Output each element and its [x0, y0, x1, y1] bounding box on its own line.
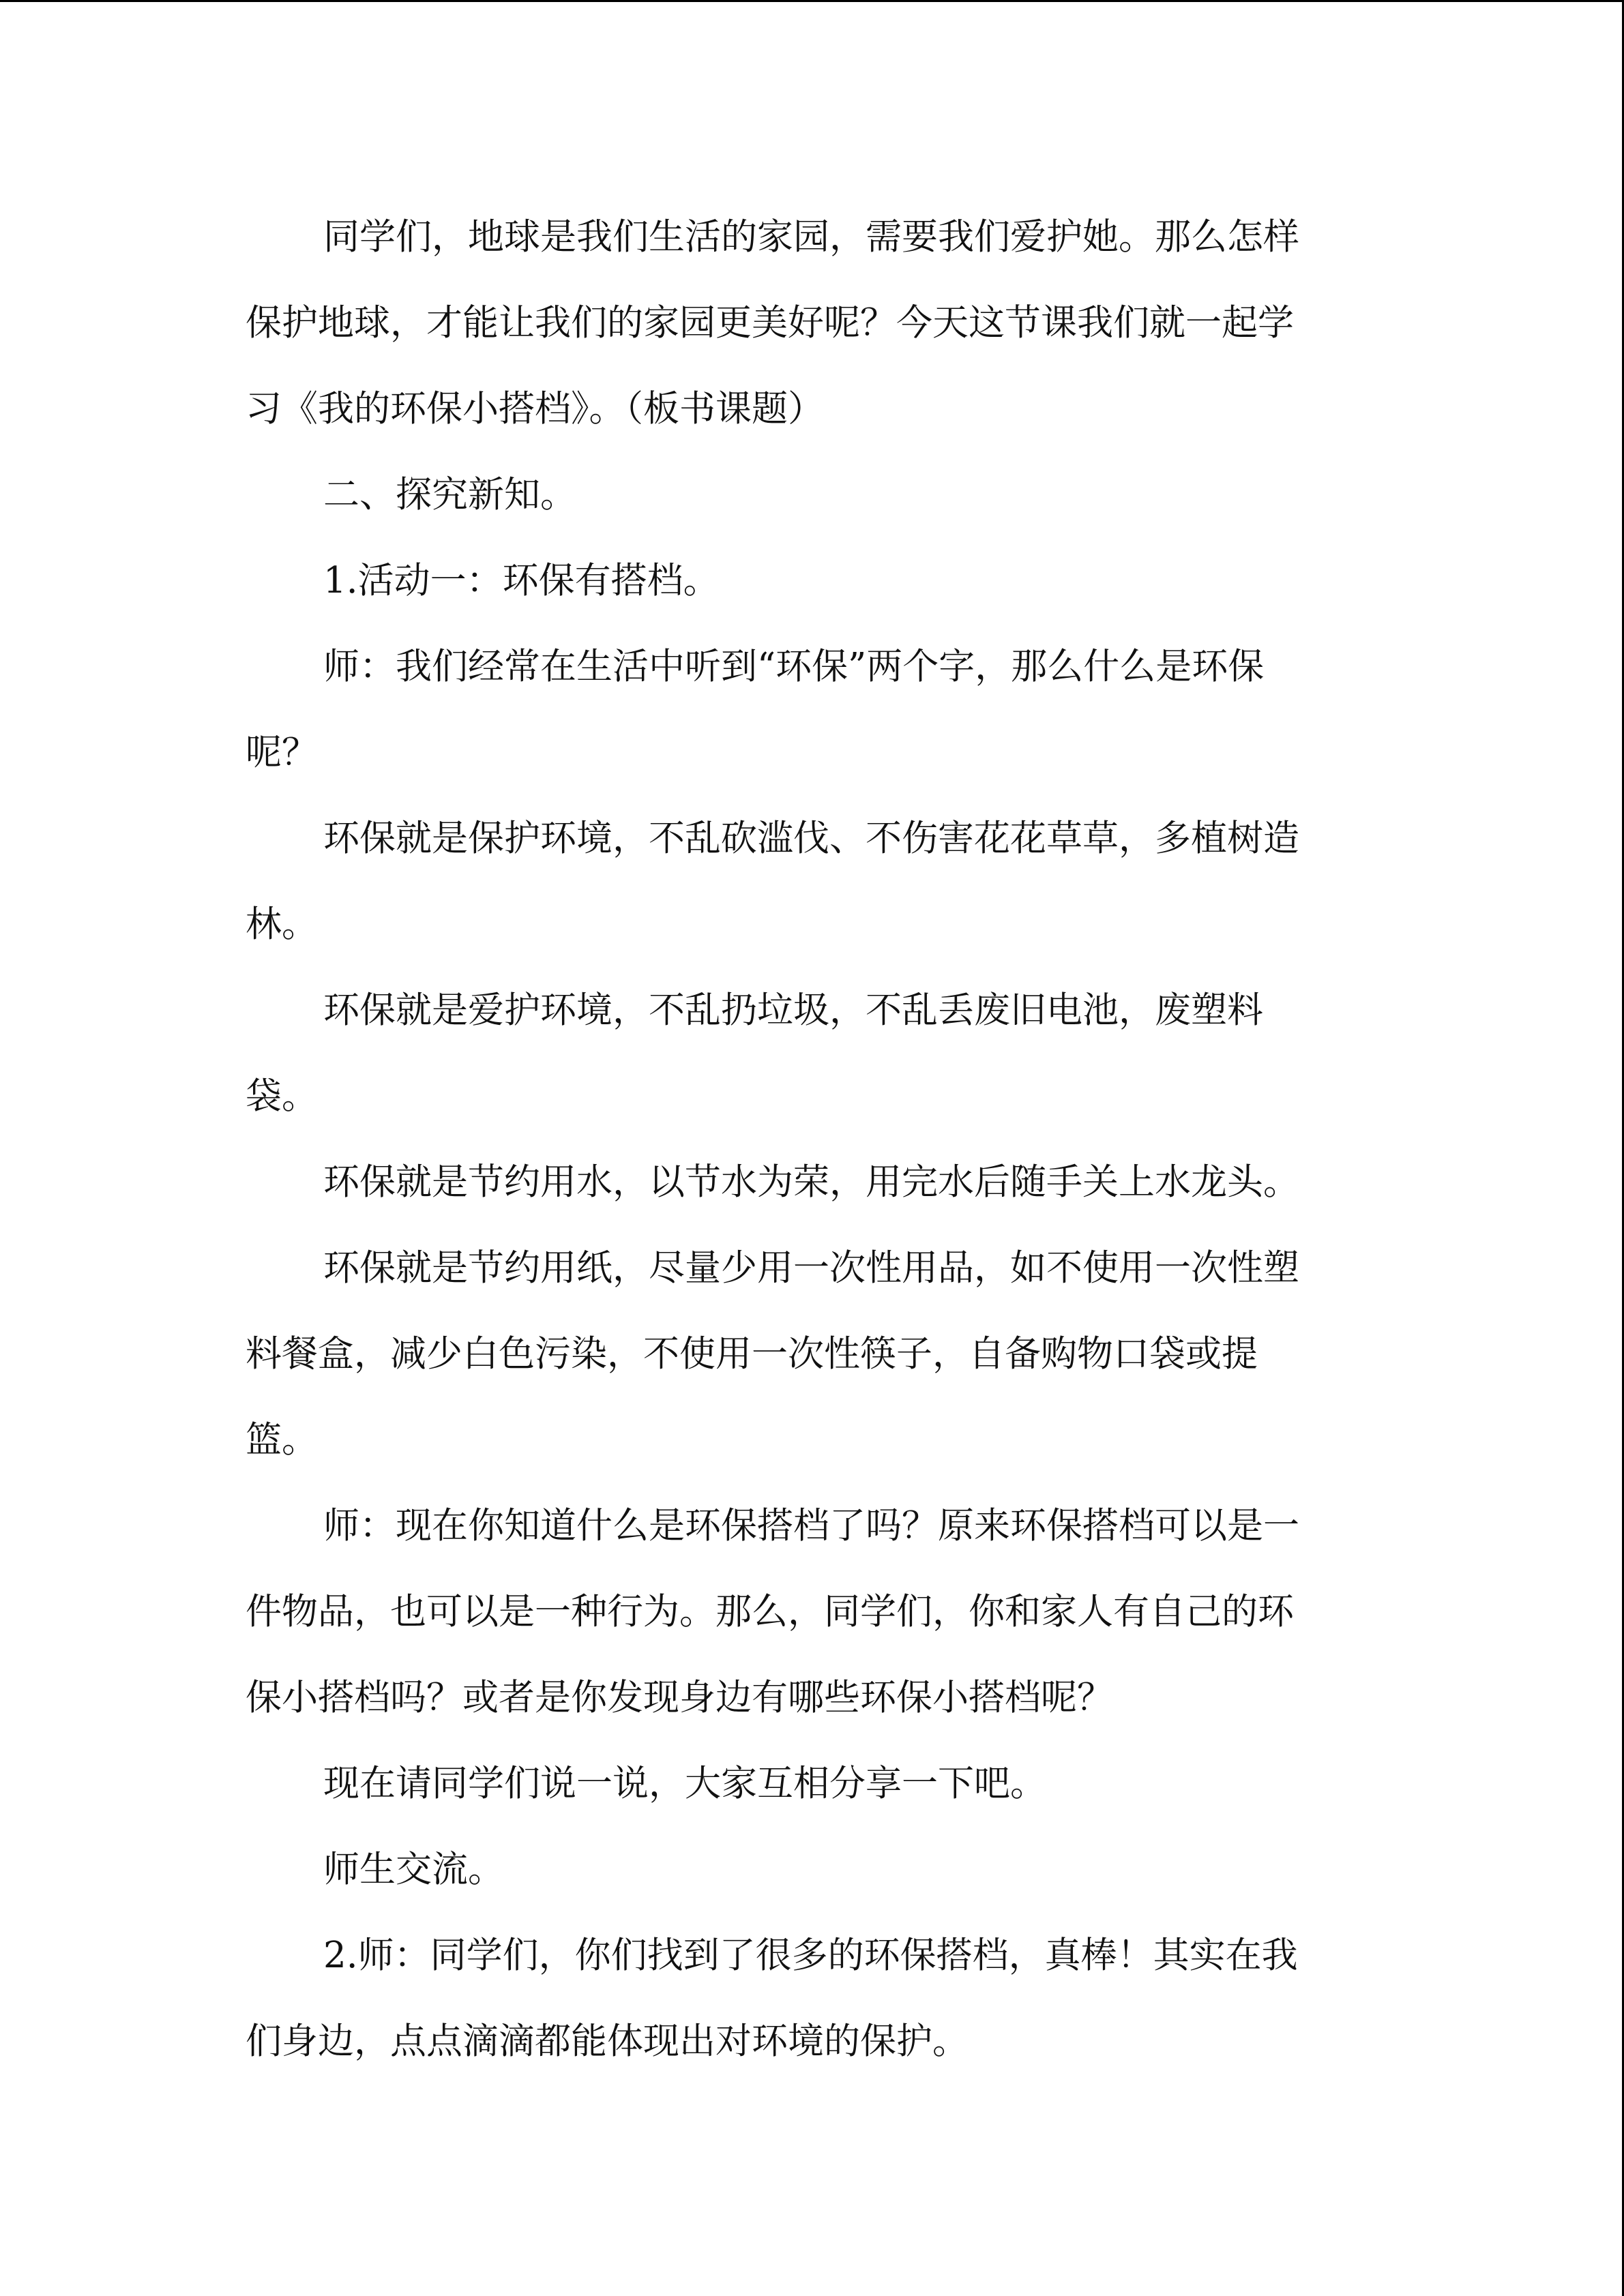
- paragraph-line: 环保就是保护环境，不乱砍滥伐、不伤害花花草草，多植树造: [323, 818, 1299, 859]
- paragraph-line: 现在请同学们说一说，大家互相分享一下吧。: [323, 1763, 1046, 1804]
- paragraph-line: 保小搭档吗？或者是你发现身边有哪些环保小搭档呢？: [246, 1677, 1113, 1718]
- paragraph-line: 件物品，也可以是一种行为。那么，同学们，你和家人有自己的环: [246, 1591, 1294, 1632]
- paragraph-line: 呢？: [246, 732, 318, 773]
- paragraph-line: 习《我的环保小搭档》。（板书课题）: [246, 388, 824, 430]
- paragraph-line: 师生交流。: [323, 1849, 504, 1890]
- activity-heading: 1.活动一：环保有搭档。: [323, 560, 720, 601]
- paragraph-line: 篮。: [246, 1419, 318, 1461]
- paragraph-line: 环保就是节约用纸，尽量少用一次性用品，如不使用一次性塑: [323, 1247, 1299, 1289]
- paragraph-line: 同学们，地球是我们生活的家园，需要我们爱护她。那么怎样: [323, 216, 1299, 258]
- paragraph-line: 袋。: [246, 1075, 318, 1117]
- section-heading: 二、探究新知。: [323, 474, 576, 516]
- paragraph-line: 环保就是节约用水，以节水为荣，用完水后随手关上水龙头。: [323, 1161, 1299, 1203]
- paragraph-line: 师：我们经常在生活中听到“环保”两个字，那么什么是环保: [323, 646, 1265, 687]
- paragraph-line: 料餐盒，减少白色污染，不使用一次性筷子，自备购物口袋或提: [246, 1333, 1258, 1375]
- paragraph-line: 2.师：同学们，你们找到了很多的环保搭档，真棒！其实在我: [323, 1935, 1298, 1976]
- paragraph-line: 环保就是爱护环境，不乱扔垃圾，不乱丢废旧电池，废塑料: [323, 989, 1263, 1031]
- paragraph-line: 们身边，点点滴滴都能体现出对环境的保护。: [246, 2021, 969, 2062]
- paragraph-line: 林。: [246, 904, 318, 945]
- paragraph-line: 师：现在你知道什么是环保搭档了吗？原来环保搭档可以是一: [323, 1505, 1299, 1547]
- paragraph-line: 保护地球，才能让我们的家园更美好呢？今天这节课我们就一起学: [246, 302, 1294, 344]
